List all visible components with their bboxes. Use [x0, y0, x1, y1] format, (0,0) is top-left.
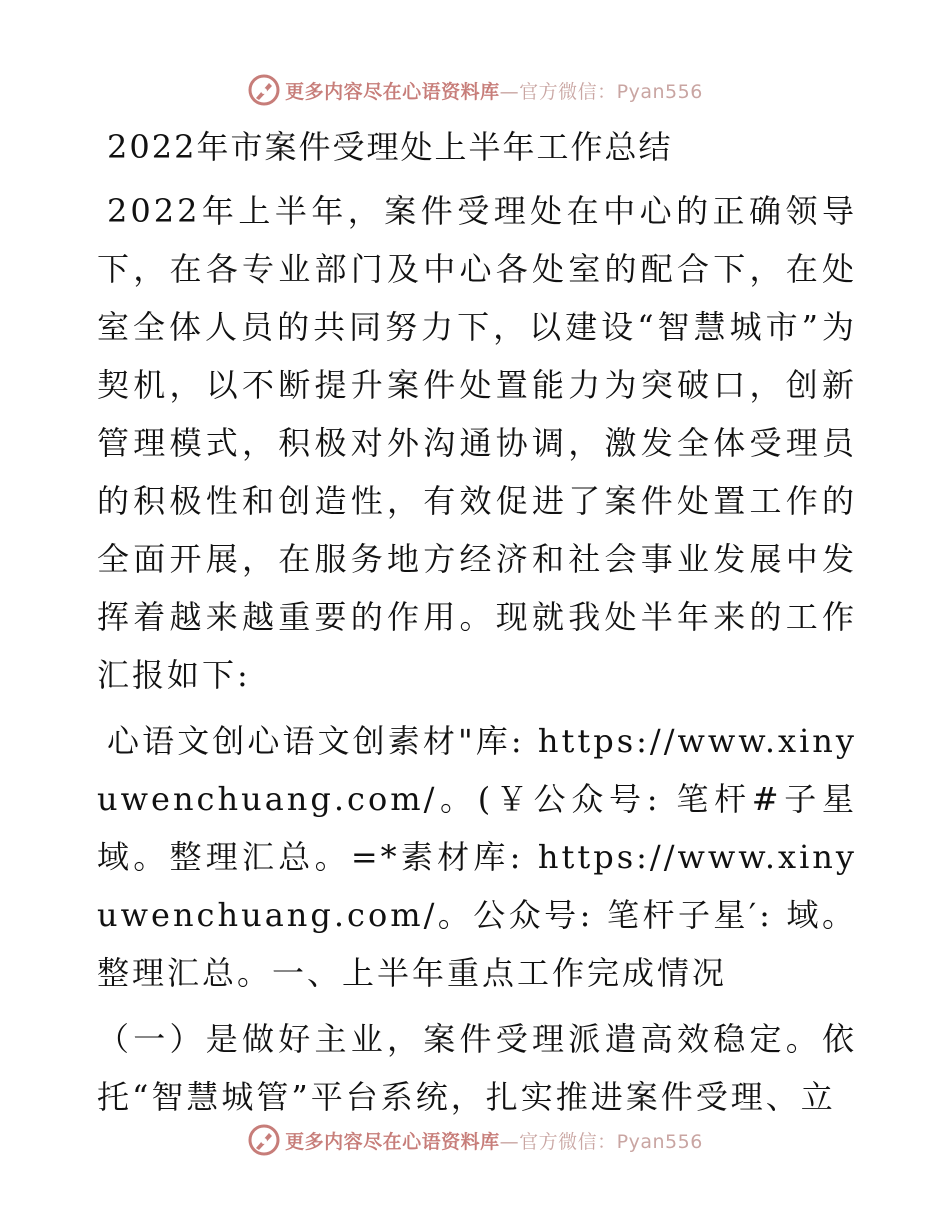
watermark-highlight: 更多内容尽在心语资料库 [285, 1130, 500, 1153]
paragraph-intro: 2022年上半年，案件受理处在中心的正确领导下，在各专业部门及中心各处室的配合下，在处室全体人员的共同努力下，以建设“智慧城市”为契机，以不断提升案件处置能力为突破口，创新管理模式，积极对外沟通协调，激发全体受理员的积极性和创造性，有效促进了案件处置工作的全面开展，在服务地方经济和社会事业发展中发挥着越来越重要的作用。现就我处半年来的工作汇报如下: [97, 192, 857, 694]
watermark-rest: —官方微信：Pyan556 [499, 1130, 703, 1153]
watermark-text [285, 77, 703, 104]
watermark-banner-top [0, 70, 950, 110]
pen-circle-logo-icon [247, 73, 281, 107]
watermark-rest: —官方微信：Pyan556 [499, 80, 703, 103]
watermark-highlight: 更多内容尽在心语资料库 [285, 80, 500, 103]
watermark-banner-bottom [0, 1120, 950, 1160]
paragraph-section-1: （一）是做好主业，案件受理派遣高效稳定。依托“智慧城管”平台系统，扎实推进案件受理、立 [97, 1020, 857, 1116]
watermark-text [285, 1127, 703, 1154]
pen-circle-logo-icon [247, 1123, 281, 1157]
document-body [97, 118, 857, 1134]
document-title: 2022年市案件受理处上半年工作总结 [107, 128, 673, 166]
paragraph-source: 心语文创心语文创素材"库: https://www.xinyuwenchuang.com/。(￥公众号: 笔杆#子星域。整理汇总。=*素材库: https://www.xinyuwenchuang.com/。公众号: 笔杆子星′: 域。整理汇总。一、上半年重点工作完成情况 [97, 722, 857, 992]
